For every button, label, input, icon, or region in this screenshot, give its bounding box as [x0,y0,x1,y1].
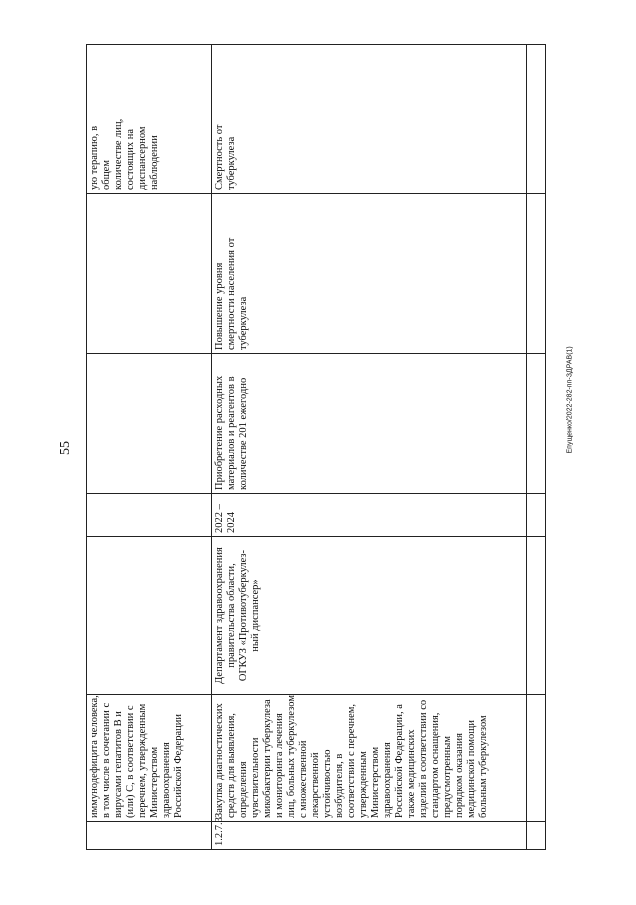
cell-result [212,354,527,494]
cell-result [87,354,212,494]
cell-text-line: Российской Федерации [173,714,184,818]
cell-event [527,695,546,822]
cell-executor [527,537,546,695]
cell-effect [212,194,527,354]
cell-text-line: ный диспансер» [250,579,261,652]
cell-text-line: вирусами гепатитов В и [113,711,124,818]
cell-result [527,354,546,494]
cell-text-line: 1.2.7.3 [214,817,225,846]
cell-event [212,695,527,822]
cell-executor [87,537,212,695]
cell-text-line: чувствительности [250,737,261,818]
cell-text-line: туберкулеза [226,136,237,190]
cell-text-line: определения [238,761,249,818]
cell-text-line: изделий в соответствии со [418,699,429,818]
cell-text-line: количестве 201 ежегодно [238,377,249,490]
table-row [527,45,546,850]
cell-text-line: Российской Федерации, а [394,704,405,818]
cell-text-line: микобактерии туберкулеза [262,699,273,818]
cell-effect [87,194,212,354]
cell-text-line: возбудителя, в [334,753,345,818]
cell-event [87,695,212,822]
cell-text-line: в том числе в сочетании с [101,702,112,818]
cell-text-line: порядком оказания [454,733,465,818]
cell-text-line: здравоохранения [161,742,172,818]
cell-text-line: предусмотренным [442,736,453,818]
cell-text-line: туберкулеза [238,296,249,350]
cell-text-line: правительства области, [226,563,237,668]
cell-text-line: средств для выявления, [226,713,237,818]
cell-text-line: Министерством [370,746,381,818]
cell-text-line: наблюдении [149,135,160,190]
program-table-wrapper [86,45,538,850]
document-code: Епущенко/2022-282-пп-ЗДРАВ(1) [566,346,574,454]
cell-text-line: устойчивостью [322,749,333,818]
cell-text-line: Закупка диагностических [214,703,225,818]
table-row [212,45,527,850]
cell-text-line: Смертность от [214,124,225,190]
cell-number [212,817,527,850]
cell-text-line: ОГКУЗ «Противотуберкулез- [238,549,249,682]
cell-indicator [87,45,212,194]
cell-text-line: лиц, больных туберкулезом [286,695,297,818]
cell-text-line: перечнем, утвержденным [137,703,148,818]
cell-text-line: ую терапию, в [89,125,100,190]
cell-text-line: Департамент здравоохранения [214,547,225,684]
cell-text-line: стандартом оснащения, [430,712,441,818]
cell-text-line: материалов и реагентов в [226,376,237,490]
cell-text-line: 2022 – [214,504,225,533]
cell-period [527,494,546,537]
cell-text-line: соответствии с перечнем, [346,704,357,818]
cell-text-line: (или) С, в соответствии с [125,705,136,818]
cell-text-line: диспансерном [137,126,148,190]
cell-indicator [212,45,527,194]
cell-period [212,494,527,537]
cell-text-line: здравоохранения [382,742,393,818]
table-row [87,45,212,850]
cell-text-line: с множественной [298,740,309,818]
cell-text-line: 2024 [226,512,237,533]
cell-text-line: смертности населения от [226,237,237,350]
page-number: 55 [58,441,73,455]
cell-executor [212,537,527,695]
cell-text-line: количестве лиц, [113,118,124,190]
program-table [86,44,546,850]
cell-text-line: состоящих на [125,128,136,190]
cell-text-line: Министерством [149,746,160,818]
cell-text-line: медицинской помощи [466,720,477,818]
cell-number [527,822,546,850]
cell-text-line: больным туберкулезом [478,715,489,818]
cell-text-line: утвержденным [358,751,369,818]
cell-text-line: общем [101,160,112,190]
cell-effect [527,194,546,354]
cell-period [87,494,212,537]
program-table-rotated [86,45,538,850]
cell-text-line: Повышение уровня [214,262,225,350]
cell-text-line: иммунодефицита человека, [89,695,100,818]
cell-text-line: также медицинских [406,729,417,818]
cell-text-line: лекарственной [310,752,321,818]
cell-text-line: Приобретение расходных [214,375,225,490]
cell-number [87,822,212,850]
cell-text-line: и мониторинга лечения [274,713,285,818]
cell-indicator [527,45,546,194]
